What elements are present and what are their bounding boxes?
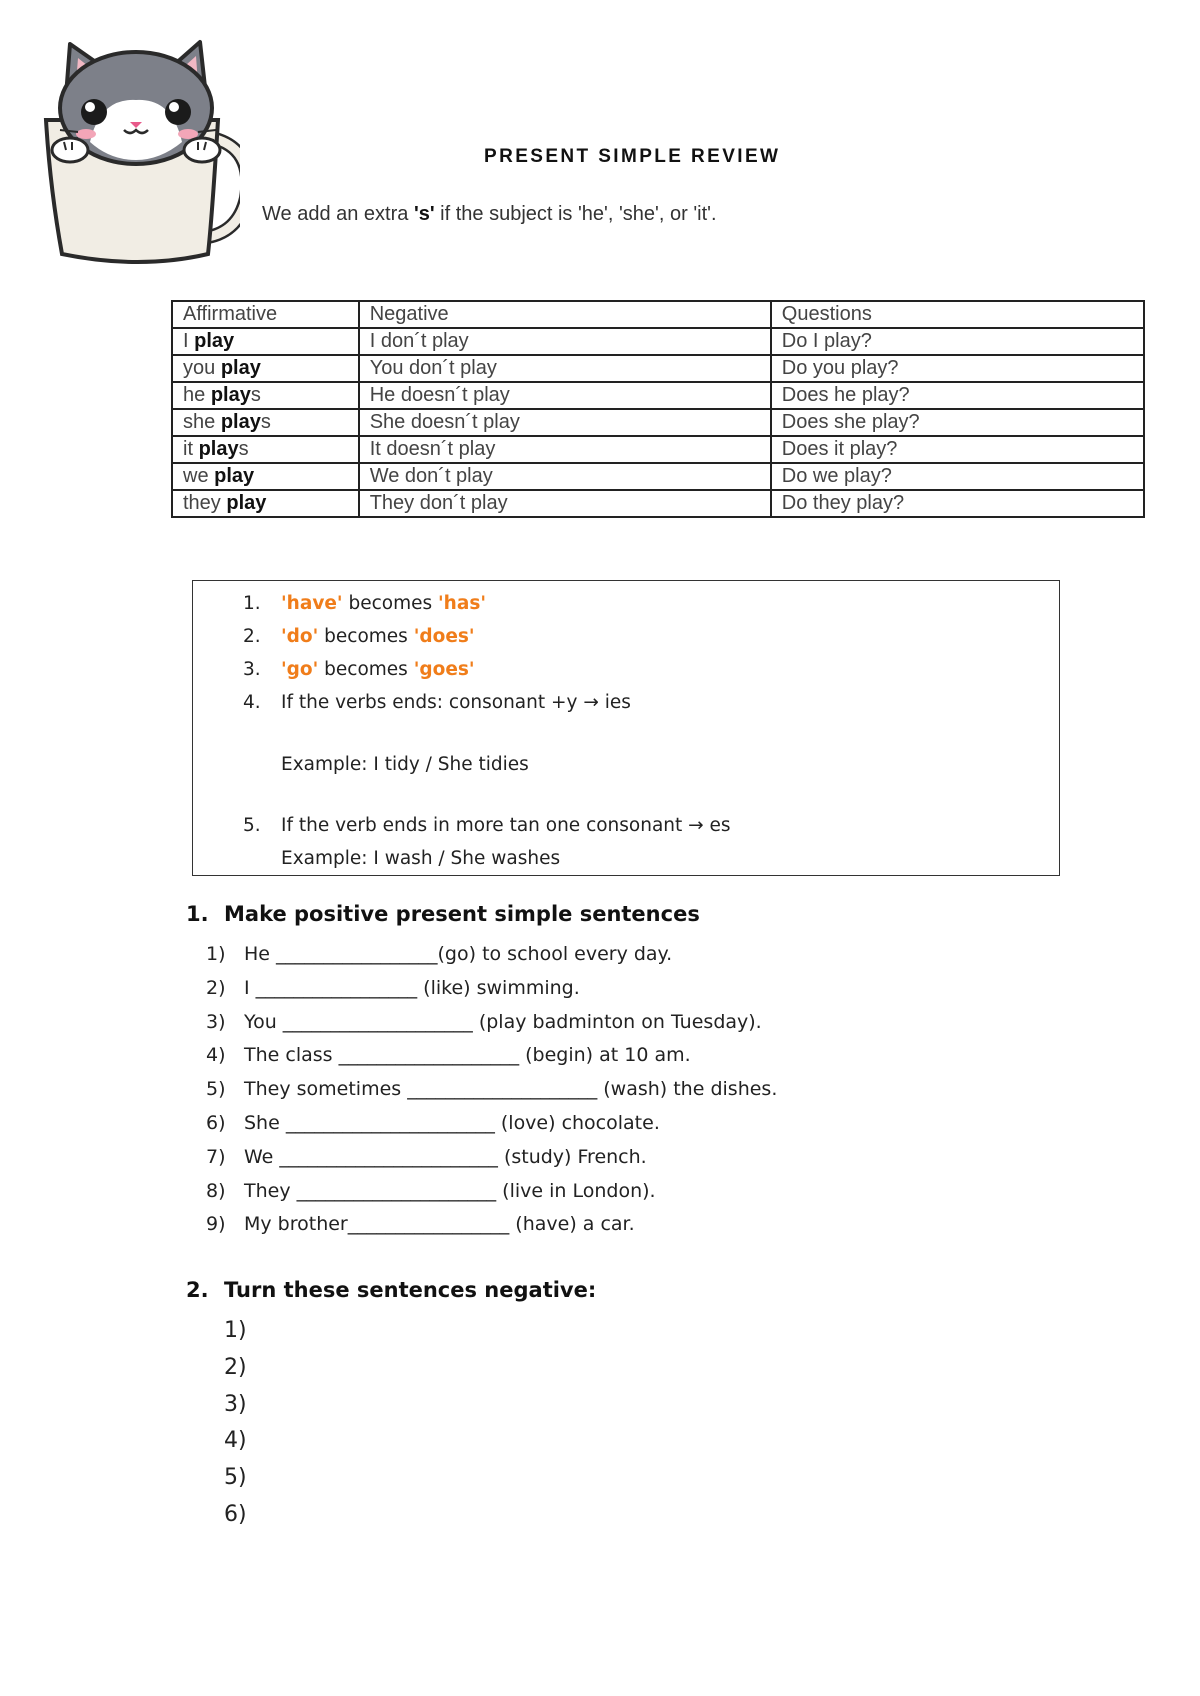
table-header-row [172,301,1144,328]
negative-item: 6) [224,1502,247,1527]
table-row [172,436,1144,463]
affirmative-cell: they play [172,490,359,517]
negative-item: 4) [224,1428,247,1454]
table-row [172,382,1144,409]
table-row [172,490,1144,517]
intro-highlight: 's' [413,203,435,225]
rules-box: 1. 'have' becomes 'has' 2. 'do' becomes 'does' 3. 'go' becomes 'goes' 4. If the verbs ends: consonant +y → ies Example: I tidy / She tidies 5. If the verb ends in more tan one consonant → es Example: I wash / She washes [192,580,1060,876]
affirmative-cell: I play [172,328,359,355]
table-row [172,328,1144,355]
negative-cell: I don´t play [359,328,771,355]
affirmative-cell: you play [172,355,359,382]
table-row [172,355,1144,382]
negative-item: 2) [224,1354,247,1380]
negative-item: 3) [224,1391,247,1417]
table-row [172,409,1144,436]
header-affirmative: Affirmative [172,301,359,328]
question-cell: Does he play? [771,382,1144,409]
question-cell: Does it play? [771,436,1144,463]
intro-text: We add an extra 's' if the subject is 'he', 'she', or 'it'. [262,203,717,225]
question-cell: Do we play? [771,463,1144,490]
affirmative-cell: she plays [172,409,359,436]
question-cell: Do you play? [771,355,1144,382]
negative-cell: It doesn´t play [359,436,771,463]
affirmative-cell: he plays [172,382,359,409]
negative-item: 5) [224,1465,247,1491]
affirmative-cell: we play [172,463,359,490]
negative-item: 1) [224,1318,247,1343]
negative-cell: He doesn´t play [359,382,771,409]
header-negative: Negative [359,301,771,328]
conjugation-table [171,300,1145,518]
table-row [172,463,1144,490]
negative-cell: She doesn´t play [359,409,771,436]
affirmative-cell: it plays [172,436,359,463]
page-title: PRESENT SIMPLE REVIEW [484,146,781,167]
negative-cell: We don´t play [359,463,771,490]
cat-in-cup-illustration [40,38,240,268]
question-cell: Does she play? [771,409,1144,436]
question-cell: Do they play? [771,490,1144,517]
negative-cell: You don´t play [359,355,771,382]
header-questions: Questions [771,301,1144,328]
question-cell: Do I play? [771,328,1144,355]
negative-cell: They don´t play [359,490,771,517]
